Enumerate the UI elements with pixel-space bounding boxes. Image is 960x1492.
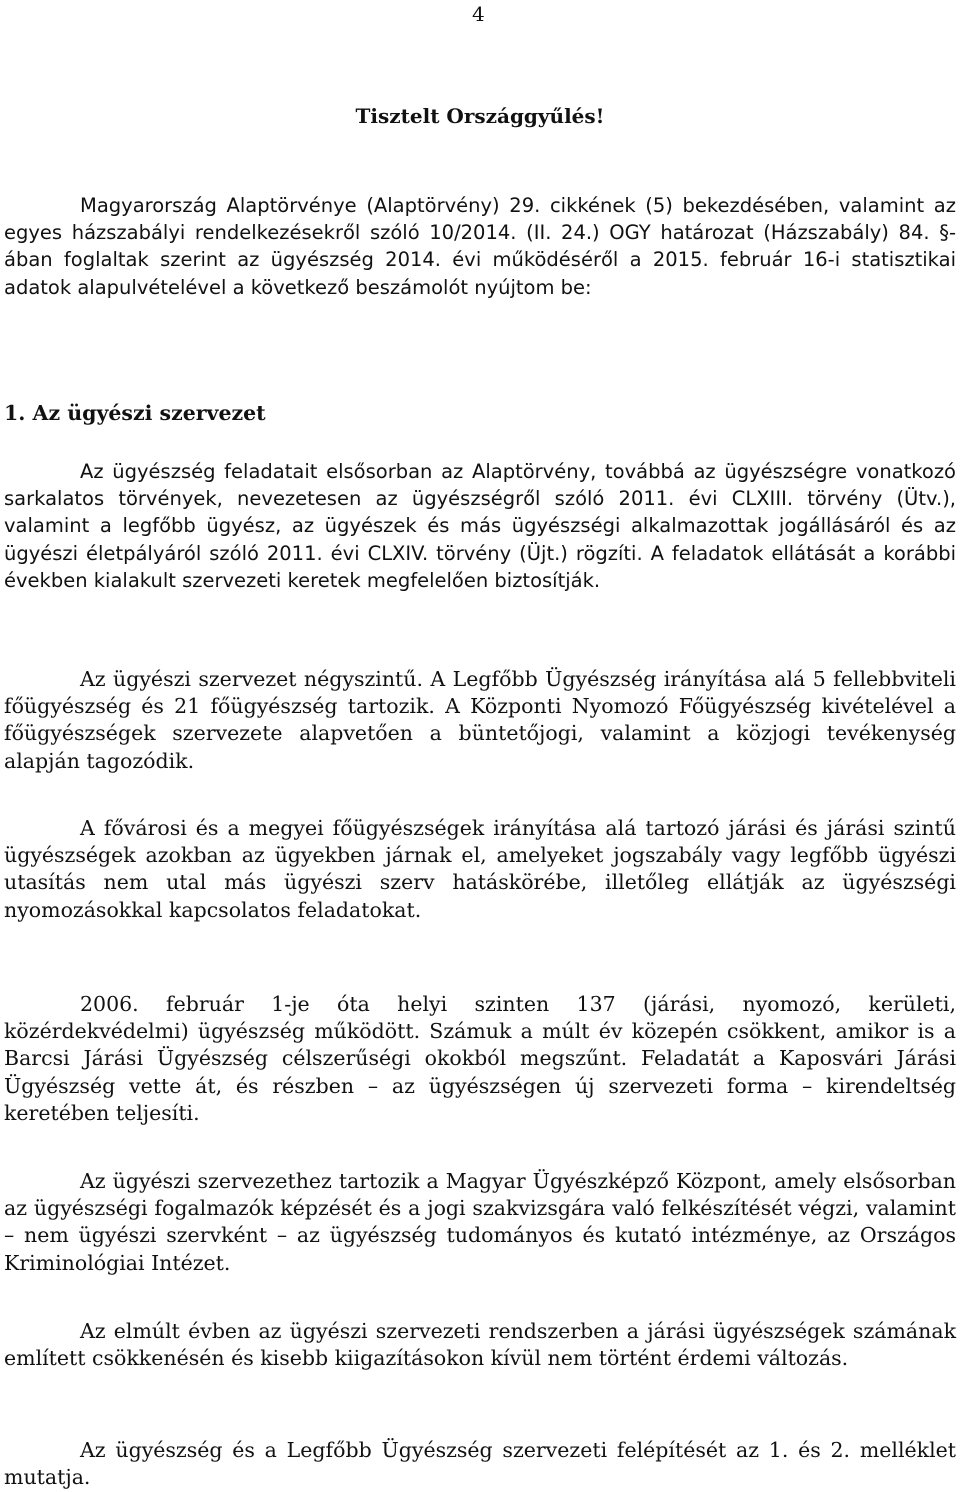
salutation-heading: Tisztelt Országgyűlés!	[355, 104, 605, 128]
paragraph-structure-levels: Az ügyészi szervezet négyszintű. A Legfőbb Ügyészség irányítása alá 5 fellebbviteli főügyészség és 21 főügyészség tartozik. A Központi Nyomozó Főügyészség kivételével a főügyészségek szervezete alapvetően a büntetőjogi, valamint a közjogi tevékenység alapján tagozódik.	[4, 667, 956, 773]
paragraph-local-offices: 2006. február 1-je óta helyi szinten 137 (járási, nyomozó, kerületi, közérdekvédelmi) ügyészség működött. Számuk a múlt év közepén csökkent, amikor is a Barcsi Járási Ügyészség célszerűségi okokból megszűnt. Feladatát a Kaposvári Járási Ügyészség vette át, és részben – az ügyészségen új szervezeti forma – kirendeltség keretében teljesíti.	[4, 992, 956, 1125]
intro-paragraph: Magyarország Alaptörvénye (Alaptörvény) 29. cikkének (5) bekezdésében, valamint az egyes házszabályi rendelkezésekről szóló 10/2014. (II. 24.) OGY határozat (Házszabály) 84. §-ában foglaltak szerint az ügyészség 2014. évi működéséről a 2015. február 16-i statisztikai adatok alapulvételével a következő beszámolót nyújtom be:	[4, 194, 956, 299]
page-number: 4	[472, 2, 485, 26]
section-heading: 1. Az ügyészi szervezet	[4, 401, 266, 425]
paragraph-annex-reference: Az ügyészség és a Legfőbb Ügyészség szervezeti felépítését az 1. és 2. melléklet mutatja.	[4, 1438, 956, 1490]
paragraph-district-offices: A fővárosi és a megyei főügyészségek irányítása alá tartozó járási és járási szintű ügyészségek azokban az ügyekben járnak el, amelyeket jogszabály vagy legfőbb ügyészi utasítás nem utal más ügyészi szerv hatáskörébe, illetőleg ellátják az ügyészségi nyomozásokkal kapcsolatos feladatokat.	[4, 816, 956, 922]
paragraph-changes: Az elmúlt évben az ügyészi szervezeti rendszerben a járási ügyészségek számának említett csökkenésén és kisebb kiigazításokon kívül nem történt érdemi változás.	[4, 1319, 956, 1371]
paragraph-legal-basis: Az ügyészség feladatait elsősorban az Alaptörvény, továbbá az ügyészségre vonatkozó sarkalatos törvények, nevezetesen az ügyészségről szóló 2011. évi CLXIII. törvény (Ütv.), valamint a legfőbb ügyész, az ügyészek és más ügyészségi alkalmazottak jogállásáról és az ügyészi életpályáról szóló 2011. évi CLXIV. törvény (Üjt.) rögzíti. A feladatok ellátását a korábbi években kialakult szervezeti keretek megfelelően biztosítják.	[4, 460, 956, 592]
paragraph-training-centre: Az ügyészi szervezethez tartozik a Magyar Ügyészképző Központ, amely elsősorban az ügyészségi fogalmazók képzését és a jogi szakvizsgára való felkészítését végzi, valamint – nem ügyészi szervként – az ügyészség tudományos és kutató intézménye, az Országos Kriminológiai Intézet.	[4, 1169, 956, 1275]
